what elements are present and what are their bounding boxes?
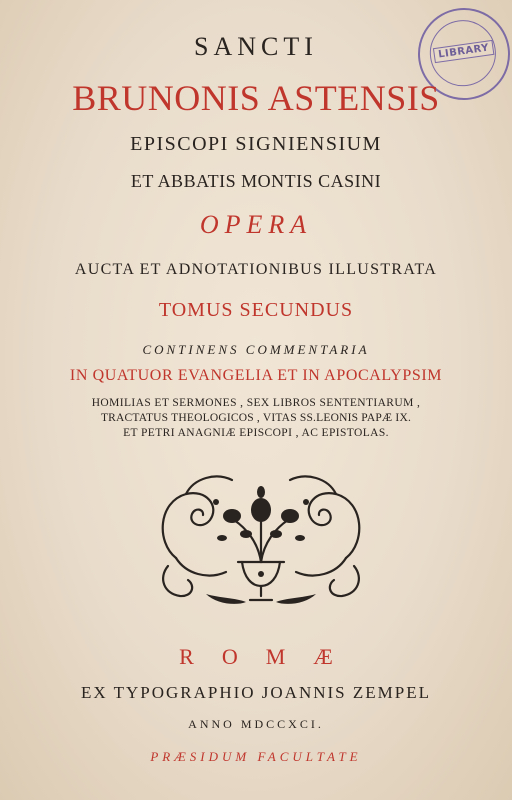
title-sancti: SANCTI [194, 32, 318, 61]
floral-vignette-ornament [146, 462, 376, 610]
imprint-place: ROMÆ [179, 644, 361, 669]
title-author: BRUNONIS ASTENSIS [72, 78, 440, 118]
imprint-printer: EX TYPOGRAPHIO JOANNIS ZEMPEL [80, 683, 431, 702]
title-opera: OPERA [199, 210, 313, 239]
contents-line-3: ET PETRI ANAGNIÆ EPISCOPI , AC EPISTOLAS. [123, 427, 389, 439]
title-continens: CONTINENS COMMENTARIA [142, 342, 370, 357]
stamp-word: LIBRARY [433, 40, 495, 63]
title-aucta: AUCTA ET ADNOTATIONIBUS ILLUSTRATA [74, 261, 438, 278]
title-abbatis: ET ABBATIS MONTIS CASINI [130, 171, 382, 191]
contents-line-2: TRACTATUS THEOLOGICOS , VITAS SS.LEONIS PAPÆ IX. [100, 412, 412, 424]
title-episcopi: EPISCOPI SIGNIENSIUM [130, 133, 382, 155]
contents-line-1: HOMILIAS ET SERMONES , SEX LIBROS SENTENTIARUM , [91, 397, 421, 409]
imprint-year: ANNO MDCCXCI. [188, 717, 324, 731]
title-evangelia: IN QUATUOR EVANGELIA ET IN APOCALYPSIM [69, 367, 443, 384]
imprint-license: PRÆSIDUM FACULTATE [150, 749, 362, 764]
title-tomus: TOMUS SECUNDUS [158, 299, 354, 321]
